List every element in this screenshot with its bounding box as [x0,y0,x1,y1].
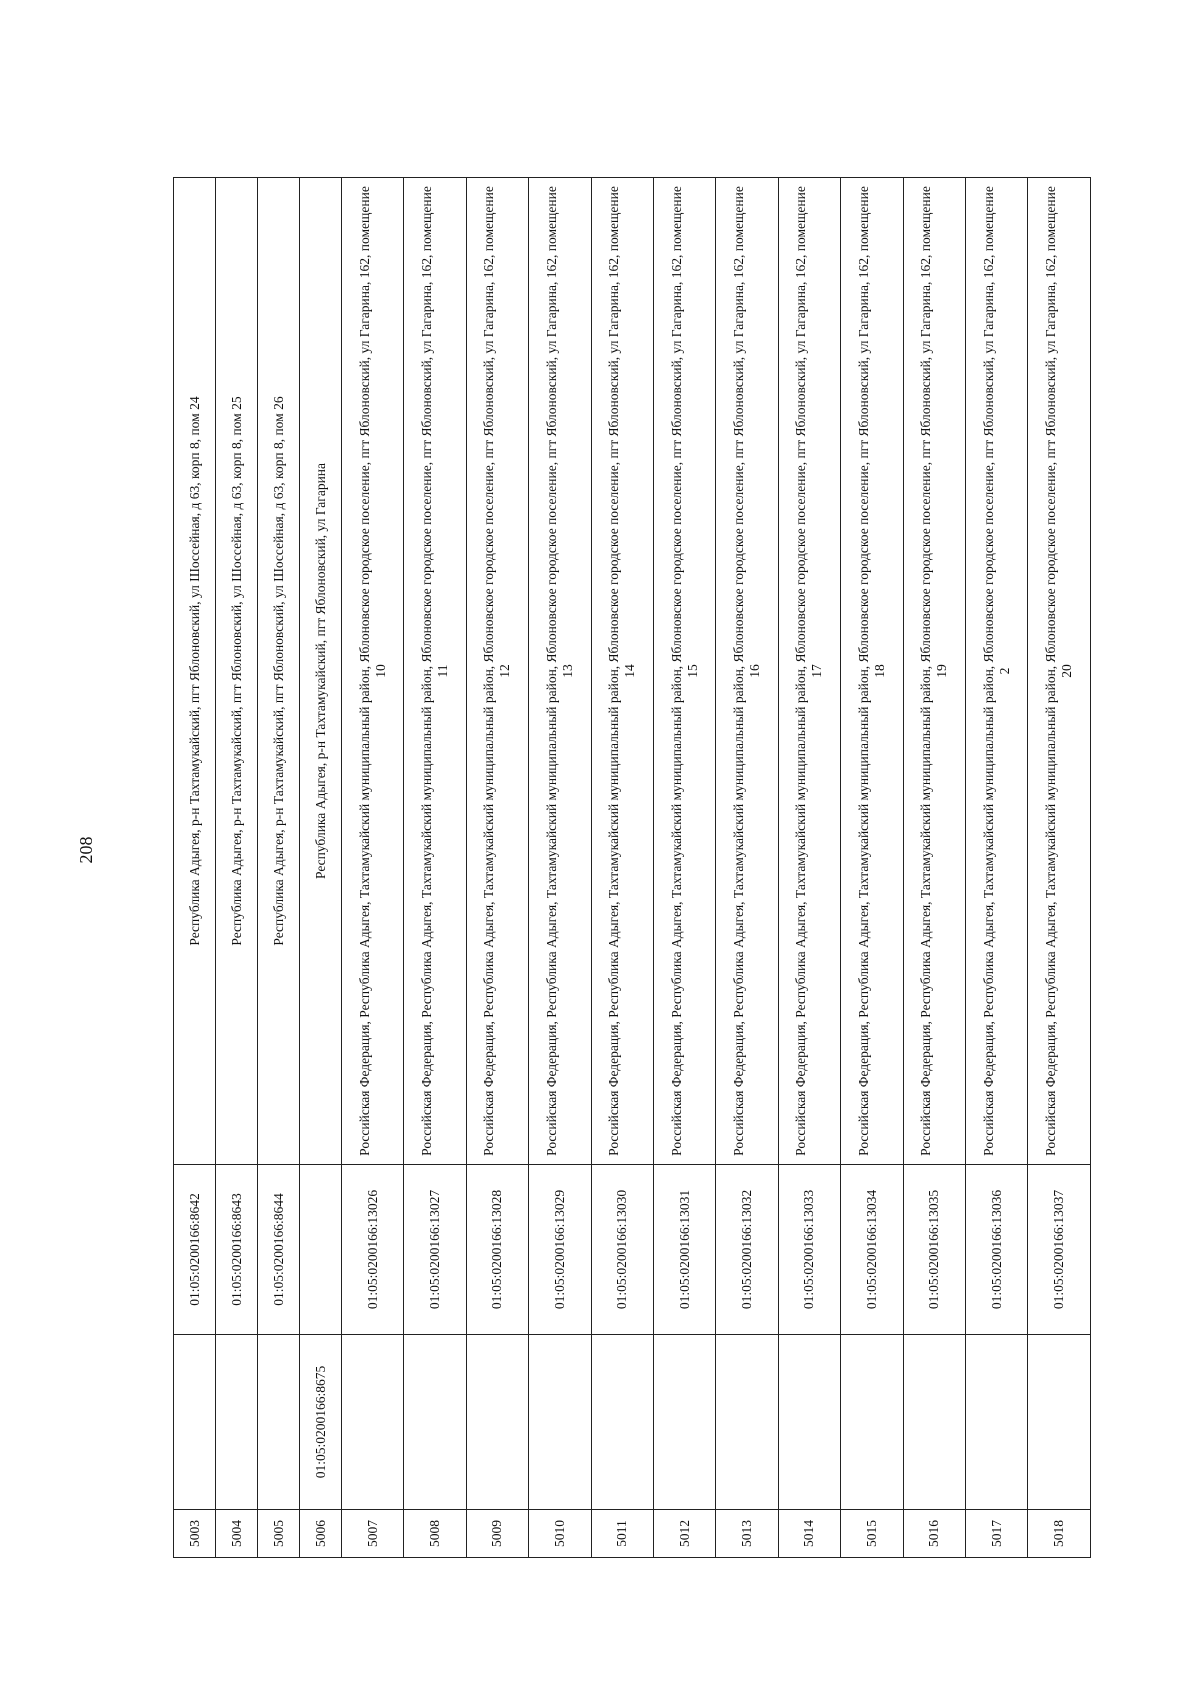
object-cadastral-number-cell: 01:05:0200166:13037 [1028,1165,1090,1335]
row-number-cell: 5015 [841,1510,903,1558]
table-row [342,178,404,1558]
object-cadastral-number-cell: 01:05:0200166:13028 [466,1165,528,1335]
table-row [591,178,653,1558]
table-row [841,178,903,1558]
cadastral-number-cell [174,1335,216,1510]
cadastral-number-cell [591,1335,653,1510]
row-number-cell: 5013 [716,1510,778,1558]
cadastral-number-cell [903,1335,965,1510]
address-cell: Российская Федерация, Республика Адыгея, Тахтамукайский муниципальный район, Яблоновское городское поселение, пгт Яблоновский, ул Гагарина, 162, помещение 20 [1028,178,1090,1165]
row-number-cell: 5006 [300,1510,342,1558]
cadastral-number-cell [529,1335,591,1510]
address-cell: Российская Федерация, Республика Адыгея, Тахтамукайский муниципальный район, Яблоновское городское поселение, пгт Яблоновский, ул Гагарина, 162, помещение 18 [841,178,903,1165]
address-cell: Российская Федерация, Республика Адыгея, Тахтамукайский муниципальный район, Яблоновское городское поселение, пгт Яблоновский, ул Гагарина, 162, помещение 13 [529,178,591,1165]
object-cadastral-number-cell: 01:05:0200166:13034 [841,1165,903,1335]
object-cadastral-number-cell: 01:05:0200166:13036 [965,1165,1027,1335]
row-number-cell: 5017 [965,1510,1027,1558]
table-row [216,178,258,1558]
address-cell: Российская Федерация, Республика Адыгея, Тахтамукайский муниципальный район, Яблоновское городское поселение, пгт Яблоновский, ул Гагарина, 162, помещение 16 [716,178,778,1165]
address-cell: Российская Федерация, Республика Адыгея, Тахтамукайский муниципальный район, Яблоновское городское поселение, пгт Яблоновский, ул Гагарина, 162, помещение 12 [466,178,528,1165]
row-number-cell: 5018 [1028,1510,1090,1558]
object-cadastral-number-cell: 01:05:0200166:13026 [342,1165,404,1335]
object-cadastral-number-cell: 01:05:0200166:13027 [404,1165,466,1335]
cadastral-number-cell [778,1335,840,1510]
row-number-cell: 5011 [591,1510,653,1558]
object-cadastral-number-cell: 01:05:0200166:13029 [529,1165,591,1335]
table-row [529,178,591,1558]
address-cell: Российская Федерация, Республика Адыгея, Тахтамукайский муниципальный район, Яблоновское городское поселение, пгт Яблоновский, ул Гагарина, 162, помещение 19 [903,178,965,1165]
object-cadastral-number-cell: 01:05:0200166:13031 [653,1165,715,1335]
table-row [1028,178,1090,1558]
table-row [653,178,715,1558]
address-cell: Республика Адыгея, р-н Тахтамукайский, пгт Яблоновский, ул Шоссейная, д 63, корп 8, пом 26 [258,178,300,1165]
cadastral-number-cell [716,1335,778,1510]
cadastral-number-cell [258,1335,300,1510]
table-row [716,178,778,1558]
cadastral-number-cell: 01:05:0200166:8675 [300,1335,342,1510]
cadastral-number-cell [404,1335,466,1510]
registry-table-body [174,178,1091,1558]
cadastral-number-cell [466,1335,528,1510]
cadastral-number-cell [342,1335,404,1510]
row-number-cell: 5016 [903,1510,965,1558]
table-row [965,178,1027,1558]
table-row [300,178,342,1558]
address-cell: Республика Адыгея, р-н Тахтамукайский, пгт Яблоновский, ул Гагарина [300,178,342,1165]
object-cadastral-number-cell: 01:05:0200166:13033 [778,1165,840,1335]
address-cell: Российская Федерация, Республика Адыгея, Тахтамукайский муниципальный район, Яблоновское городское поселение, пгт Яблоновский, ул Гагарина, 162, помещение 14 [591,178,653,1165]
object-cadastral-number-cell: 01:05:0200166:8643 [216,1165,258,1335]
object-cadastral-number-cell: 01:05:0200166:13035 [903,1165,965,1335]
cadastral-number-cell [965,1335,1027,1510]
object-cadastral-number-cell: 01:05:0200166:13032 [716,1165,778,1335]
table-row [778,178,840,1558]
cadastral-number-cell [841,1335,903,1510]
address-cell: Российская Федерация, Республика Адыгея, Тахтамукайский муниципальный район, Яблоновское городское поселение, пгт Яблоновский, ул Гагарина, 162, помещение 17 [778,178,840,1165]
table-row [174,178,216,1558]
row-number-cell: 5005 [258,1510,300,1558]
row-number-cell: 5007 [342,1510,404,1558]
row-number-cell: 5014 [778,1510,840,1558]
row-number-cell: 5012 [653,1510,715,1558]
page-number: 208 [76,836,96,864]
row-number-cell: 5004 [216,1510,258,1558]
row-number-cell: 5003 [174,1510,216,1558]
address-cell: Российская Федерация, Республика Адыгея, Тахтамукайский муниципальный район, Яблоновское городское поселение, пгт Яблоновский, ул Гагарина, 162, помещение 10 [342,178,404,1165]
cadastral-number-cell [216,1335,258,1510]
table-row [258,178,300,1558]
address-cell: Российская Федерация, Республика Адыгея, Тахтамукайский муниципальный район, Яблоновское городское поселение, пгт Яблоновский, ул Гагарина, 162, помещение 2 [965,178,1027,1165]
registry-table [173,177,1091,1558]
address-cell: Российская Федерация, Республика Адыгея, Тахтамукайский муниципальный район, Яблоновское городское поселение, пгт Яблоновский, ул Гагарина, 162, помещение 15 [653,178,715,1165]
row-number-cell: 5010 [529,1510,591,1558]
registry-table-container [173,178,1081,1558]
row-number-cell: 5009 [466,1510,528,1558]
table-row [466,178,528,1558]
row-number-cell: 5008 [404,1510,466,1558]
table-row [404,178,466,1558]
object-cadastral-number-cell: 01:05:0200166:13030 [591,1165,653,1335]
address-cell: Республика Адыгея, р-н Тахтамукайский, пгт Яблоновский, ул Шоссейная, д 63, корп 8, пом 24 [174,178,216,1165]
table-row [903,178,965,1558]
cadastral-number-cell [1028,1335,1090,1510]
address-cell: Республика Адыгея, р-н Тахтамукайский, пгт Яблоновский, ул Шоссейная, д 63, корп 8, пом 25 [216,178,258,1165]
object-cadastral-number-cell [300,1165,342,1335]
cadastral-number-cell [653,1335,715,1510]
object-cadastral-number-cell: 01:05:0200166:8644 [258,1165,300,1335]
object-cadastral-number-cell: 01:05:0200166:8642 [174,1165,216,1335]
address-cell: Российская Федерация, Республика Адыгея, Тахтамукайский муниципальный район, Яблоновское городское поселение, пгт Яблоновский, ул Гагарина, 162, помещение 11 [404,178,466,1165]
